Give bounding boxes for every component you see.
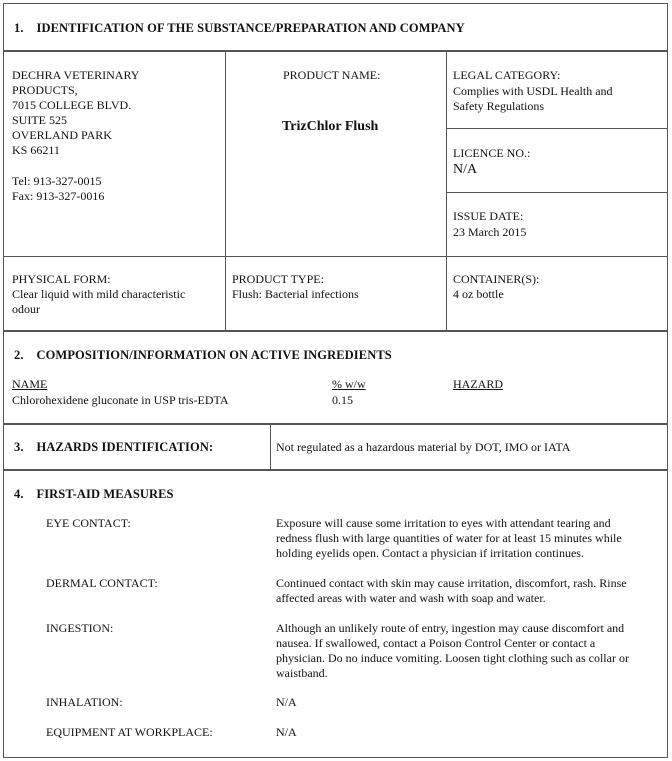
equipment-text: N/A [276,725,297,739]
section3-title: 3. HAZARDS IDENTIFICATION: [14,440,214,454]
ingredient-name: Chlorohexidene gluconate in USP tris-EDTA [12,393,229,407]
issue-date: 23 March 2015 [453,225,527,239]
col-pct-header: % w/w [332,377,366,391]
col-hazard-header: HAZARD [453,377,503,391]
section2-title: 2. COMPOSITION/INFORMATION ON ACTIVE INGREDIENTS [14,348,392,362]
company-tel: Tel: 913-327-0015 [12,174,102,188]
containers: 4 oz bottle [453,287,504,301]
containers-label: CONTAINER(S): [453,272,540,286]
inhalation-text: N/A [276,695,297,709]
eye-contact-text: Exposure will cause some irritation to eyes with attendant tearing and redness flush with large quantities of water for at least 15 minutes while holding eyelids open. Contact a physician if irritation continues. [276,516,622,560]
section1-title: 1. IDENTIFICATION OF THE SUBSTANCE/PREPARATION AND COMPANY [14,21,465,35]
product-name: TrizChlor Flush [282,119,379,134]
dermal-contact-text: Continued contact with skin may cause irritation, discomfort, rash. Rinse affected areas with water and wash with soap and water. [276,576,627,605]
hazards-value: Not regulated as a hazardous material by DOT, IMO or IATA [276,440,571,454]
licence-value: N/A [453,162,478,177]
issue-date-label: ISSUE DATE: [453,209,524,223]
ingredient-pct: 0.15 [332,393,353,407]
divider [3,256,668,257]
physical-form-label: PHYSICAL FORM: [12,272,111,286]
eye-contact-label: EYE CONTACT: [46,516,131,530]
inhalation-label: INHALATION: [46,695,123,709]
product-type-label: PRODUCT TYPE: [232,272,324,286]
physical-form: Clear liquid with mild characteristic odour [12,287,186,316]
section4-box [3,470,668,758]
company-fax: Fax: 913-327-0016 [12,189,105,203]
divider [270,424,271,470]
divider [446,128,668,129]
dermal-contact-label: DERMAL CONTACT: [46,576,158,590]
equipment-label: EQUIPMENT AT WORKPLACE: [46,725,213,739]
ingestion-label: INGESTION: [46,621,114,635]
section4-title: 4. FIRST-AID MEASURES [14,487,174,501]
product-name-label: PRODUCT NAME: [283,68,381,82]
divider [225,51,226,331]
company-address: DECHRA VETERINARY PRODUCTS, 7015 COLLEGE BLVD. SUITE 525 OVERLAND PARK KS 66211 [12,68,140,157]
product-type: Flush: Bacterial infections [232,287,359,301]
legal-category-label: LEGAL CATEGORY: [453,68,561,82]
divider [446,192,668,193]
col-name-header: NAME [12,377,48,391]
licence-label: LICENCE NO.: [453,146,531,160]
divider [446,51,447,331]
ingestion-text: Although an unlikely route of entry, ingestion may cause discomfort and nausea. If swallowed, contact a Poison Control Center or contact a physician. Do no induce vomiting. Loosen tight clothing such as collar or waistband. [276,621,629,680]
legal-category: Complies with USDL Health and Safety Regulations [453,84,613,113]
